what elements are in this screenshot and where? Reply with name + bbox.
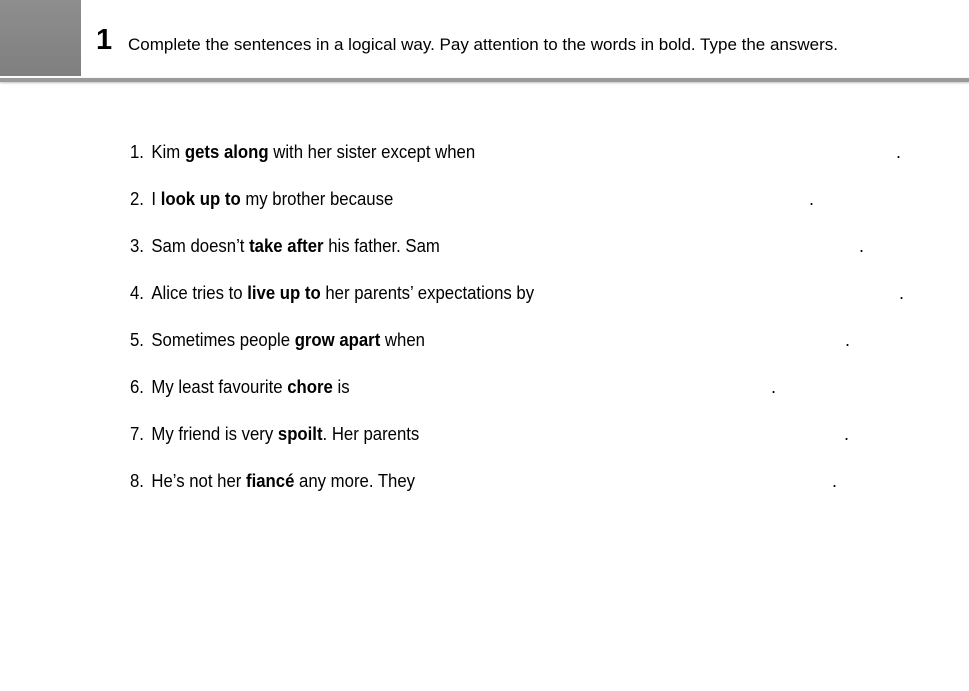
sentence-text-after: any more. They: [294, 471, 416, 491]
answer-field-5[interactable]: [432, 327, 842, 353]
answer-field-4[interactable]: [544, 280, 896, 306]
sentence-period-8: .: [832, 471, 838, 491]
answer-field-8[interactable]: [420, 468, 830, 494]
answer-field-1[interactable]: [484, 139, 894, 165]
sentence-period-2: .: [809, 189, 815, 209]
sentence-text-before: Kim: [151, 142, 185, 162]
sentence-text-after: . Her parents: [322, 424, 420, 444]
item-number: 4.: [130, 283, 144, 303]
sentence-period-7: .: [844, 424, 850, 444]
sentence-item-7: [130, 421, 419, 447]
sentence-item-5: [130, 327, 425, 353]
sentence-item-1: [130, 139, 475, 165]
exercise-instruction: Complete the sentences in a logical way. Pay attention to the words in bold. Type the answers.: [128, 35, 838, 54]
answer-field-2[interactable]: [396, 186, 806, 212]
phrasal-verb-bold: grow apart: [294, 330, 381, 350]
phrasal-verb-bold: chore: [287, 377, 333, 397]
sentence-period-6: .: [771, 377, 777, 397]
sentence-text-before: Alice tries to: [151, 283, 248, 303]
sentence-period-5: .: [845, 330, 851, 350]
phrasal-verb-bold: look up to: [160, 189, 241, 209]
answer-field-7[interactable]: [426, 421, 836, 447]
sentence-text-after: her parents’ expectations by: [320, 283, 535, 303]
sentence-text-before: Sometimes people: [151, 330, 295, 350]
sentence-text-before: My friend is very: [151, 424, 278, 444]
sentence-text-after: my brother because: [240, 189, 394, 209]
sentence-item-4: [130, 280, 534, 306]
exercise-header: [0, 0, 969, 84]
sentence-text-after: his father. Sam: [323, 236, 440, 256]
phrasal-verb-bold: spoilt: [277, 424, 323, 444]
phrasal-verb-bold: gets along: [184, 142, 269, 162]
sentence-item-8: [130, 468, 415, 494]
item-number: 5.: [130, 330, 144, 350]
sentence-item-2: [130, 186, 393, 212]
answer-field-3[interactable]: [446, 233, 856, 259]
header-divider: [0, 78, 969, 82]
sentence-text-after: when: [380, 330, 425, 350]
sentence-text-before: He’s not her: [151, 471, 247, 491]
sentence-item-6: [130, 374, 350, 400]
sentence-period-3: .: [859, 236, 865, 256]
phrasal-verb-bold: fiancé: [246, 471, 295, 491]
sentence-text-before: I: [151, 189, 161, 209]
header-grey-block: [0, 0, 81, 76]
sentence-text-before: My least favourite: [151, 377, 288, 397]
exercise-number: 1: [96, 24, 113, 56]
phrasal-verb-bold: take after: [249, 236, 324, 256]
sentence-text-after: with her sister except when: [268, 142, 476, 162]
sentence-item-3: [130, 233, 440, 259]
item-number: 3.: [130, 236, 144, 256]
item-number: 1.: [130, 142, 144, 162]
sentence-period-4: .: [899, 283, 905, 303]
item-number: 8.: [130, 471, 144, 491]
sentence-period-1: .: [896, 142, 902, 162]
sentence-text-after: is: [332, 377, 350, 397]
item-number: 7.: [130, 424, 144, 444]
item-number: 6.: [130, 377, 144, 397]
sentence-text-before: Sam doesn’t: [151, 236, 250, 256]
answer-field-6[interactable]: [358, 374, 768, 400]
phrasal-verb-bold: live up to: [247, 283, 321, 303]
item-number: 2.: [130, 189, 144, 209]
